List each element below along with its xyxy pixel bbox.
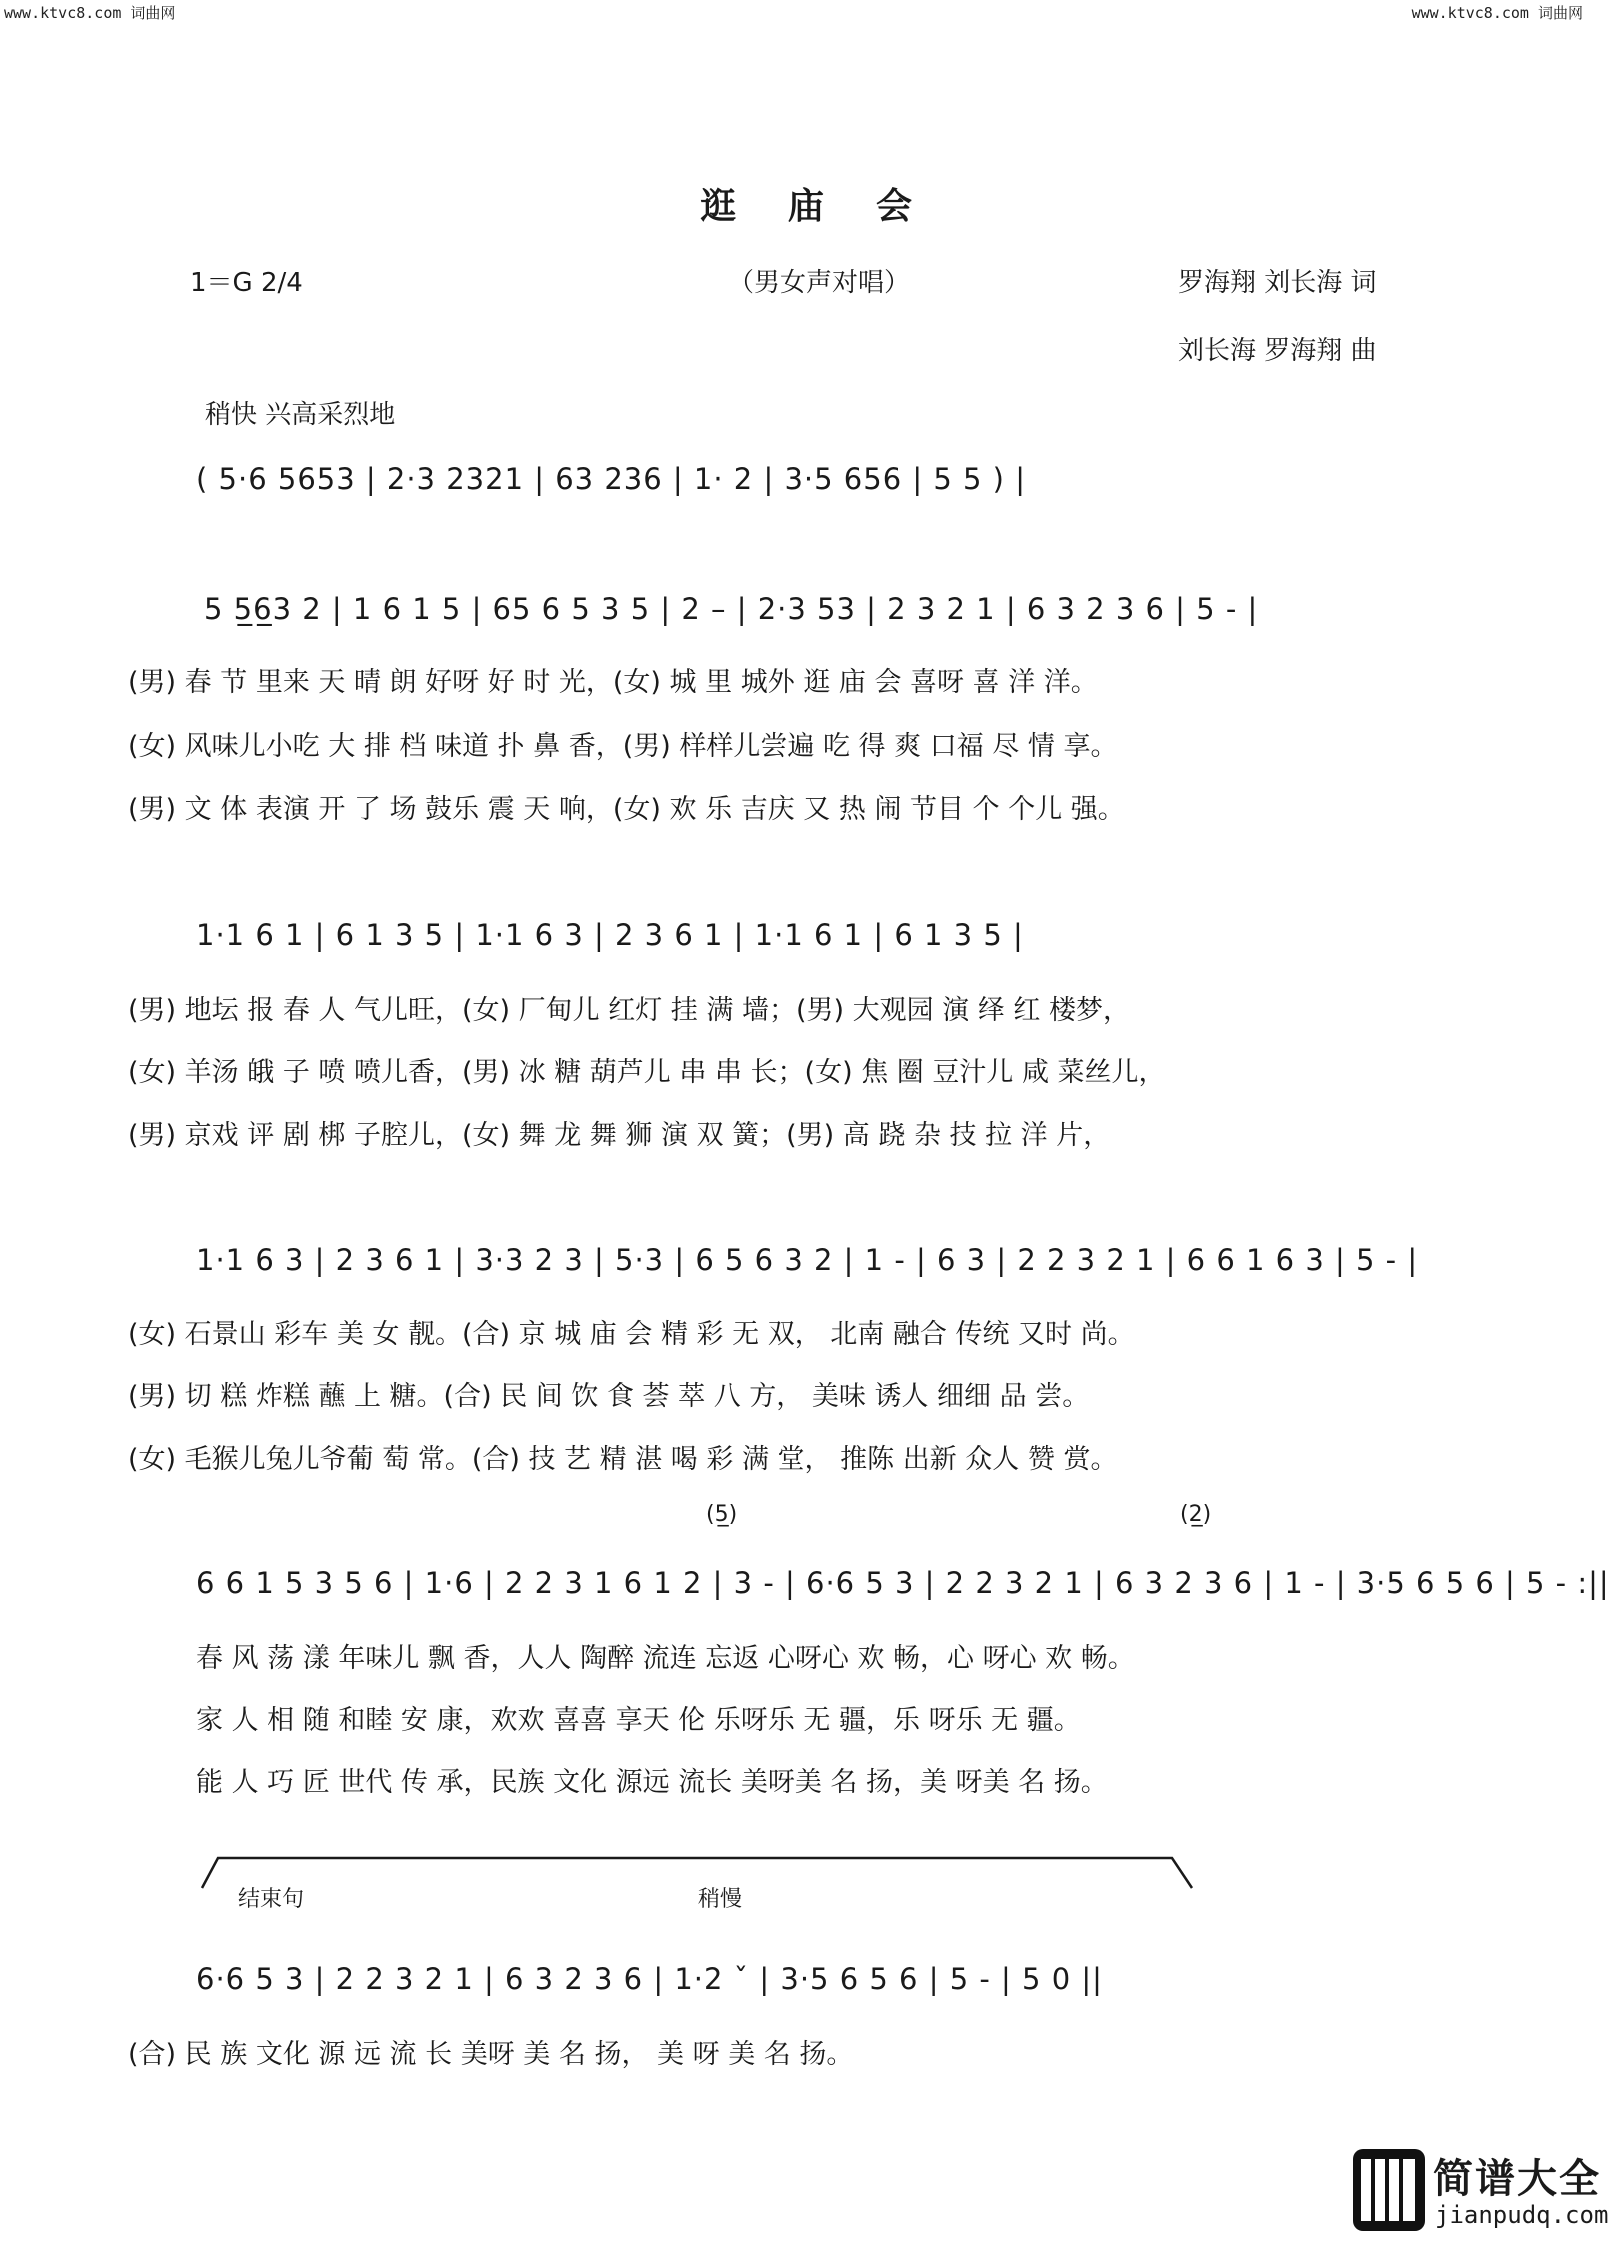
verse2-notes: 1·1 6 1 | 6 1 3 5 | 1·1 6 3 | 2 3 6 1 | 1·1 6 1 | 6 1 3 5 | — [196, 918, 1024, 952]
verse2-lyric-line-2: (女) 羊汤 皒 子 喷 喷儿香，(男) 冰 糖 葫芦儿 串 串 长；(女) 焦 圈 豆汁儿 咸 菜丝儿， — [128, 1057, 1166, 1088]
verse1-lyric-line-3: (男) 文 体 表演 开 了 场 鼓乐 震 天 响，(女) 欢 乐 吉庆 又 热 闹 节目 个 个儿 强。 — [128, 794, 1125, 825]
ending-mark-5: (5̲) — [706, 1502, 738, 1527]
intro-notes: ( 5·6 5653 | 2·3 2321 | 63 236 | 1· 2 | 3·5 656 | 5 5 ) | — [196, 462, 1026, 496]
verse4-lyric-line-3: 能 人 巧 匠 世代 传 承，民族 文化 源远 流长 美呀美 名 扬，美 呀美 名 扬。 — [196, 1767, 1108, 1798]
header-left-site: www.ktvc8.com 词曲网 — [4, 4, 176, 22]
header-right-site: www.ktvc8.com 词曲网 — [1411, 4, 1583, 22]
verse3-lyric-line-3: (女) 毛猴儿兔儿爷葡 萄 常。(合) 技 艺 精 湛 喝 彩 满 堂， 推陈 出新 众人 赞 赏。 — [128, 1444, 1118, 1475]
verse4-lyric-line-1: 春 风 荡 漾 年味儿 飘 香，人人 陶醉 流连 忘返 心呀心 欢 畅，心 呀心 欢 畅。 — [196, 1643, 1135, 1674]
verse1-lyric-line-1: (男) 春 节 里来 天 晴 朗 好呀 好 时 光，(女) 城 里 城外 逛 庙 会 喜呀 喜 洋 洋。 — [128, 667, 1098, 698]
tempo-marking: 稍快 兴高采烈地 — [205, 400, 396, 430]
verse2-lyric-line-1: (男) 地坛 报 春 人 气儿旺，(女) 厂甸儿 红灯 挂 满 墙；(男) 大观园 演 绎 红 楼梦， — [128, 995, 1130, 1026]
logo-name: 简谱大全 — [1433, 2156, 1601, 2202]
song-title: 逛庙会 — [700, 186, 965, 227]
verse4-lyric-line-2: 家 人 相 随 和睦 安 康，欢欢 喜喜 享天 伦 乐呀乐 无 疆，乐 呀乐 无 疆。 — [196, 1705, 1081, 1736]
ending-mark-2: (2̲) — [1180, 1502, 1212, 1527]
lyricist-credit: 罗海翔 刘长海 词 — [1178, 268, 1377, 298]
composer-credit: 刘长海 罗海翔 曲 — [1178, 336, 1377, 366]
performance-note: （男女声对唱） — [728, 268, 911, 298]
site-logo — [1351, 2143, 1609, 2239]
slow-label: 稍慢 — [698, 1887, 743, 1912]
logo-site: jianpudq.com — [1435, 2201, 1609, 2229]
verse2-lyric-line-3: (男) 京戏 评 剧 梆 子腔儿，(女) 舞 龙 舞 狮 演 双 簧；(男) 高 跷 杂 技 拉 洋 片， — [128, 1120, 1111, 1151]
coda-label: 结束句 — [238, 1887, 305, 1912]
verse4-notes: 6 6 1 5 3 5 6 | 1·6 | 2 2 3 1 6 1 2 | 3 - | 6·6 5 3 | 2 2 3 2 1 | 6 3 2 3 6 | 1 - | 3·5 6 5 6 | 5 - :|| — [196, 1566, 1610, 1600]
coda-notes: 6·6 5 3 | 2 2 3 2 1 | 6 3 2 3 6 | 1·2 ˇ | 3·5 6 5 6 | 5 - | 5 0 || — [196, 1962, 1103, 1996]
verse3-lyric-line-2: (男) 切 糕 炸糕 蘸 上 糖。(合) 民 间 饮 食 荟 萃 八 方， 美味 诱人 细细 品 尝。 — [128, 1381, 1090, 1412]
verse3-lyric-line-1: (女) 石景山 彩车 美 女 靓。(合) 京 城 庙 会 精 彩 无 双， 北南 融合 传统 又时 尚。 — [128, 1319, 1135, 1350]
coda-lyrics: (合) 民 族 文化 源 远 流 长 美呀 美 名 扬， 美 呀 美 名 扬。 — [128, 2039, 854, 2070]
verse1-lyric-line-2: (女) 风味儿小吃 大 排 档 味道 扑 鼻 香，(男) 样样儿尝遍 吃 得 爽 口福 尽 情 享。 — [128, 731, 1118, 762]
key-meter: 1＝G 2/4 — [190, 268, 303, 298]
verse1-notes: 5 5̲6̲3 2 | 1 6 1 5 | 65 6 5 3 5 | 2 – | 2·3 53 | 2 3 2 1 | 6 3 2 3 6 | 5 - | — [204, 592, 1259, 626]
piano-keys-icon — [1351, 2147, 1427, 2233]
verse3-notes: 1·1 6 3 | 2 3 6 1 | 3·3 2 3 | 5·3 | 6 5 6 3 2 | 1 - | 6 3 | 2 2 3 2 1 | 6 6 1 6 3 | 5 - | — [196, 1243, 1419, 1277]
